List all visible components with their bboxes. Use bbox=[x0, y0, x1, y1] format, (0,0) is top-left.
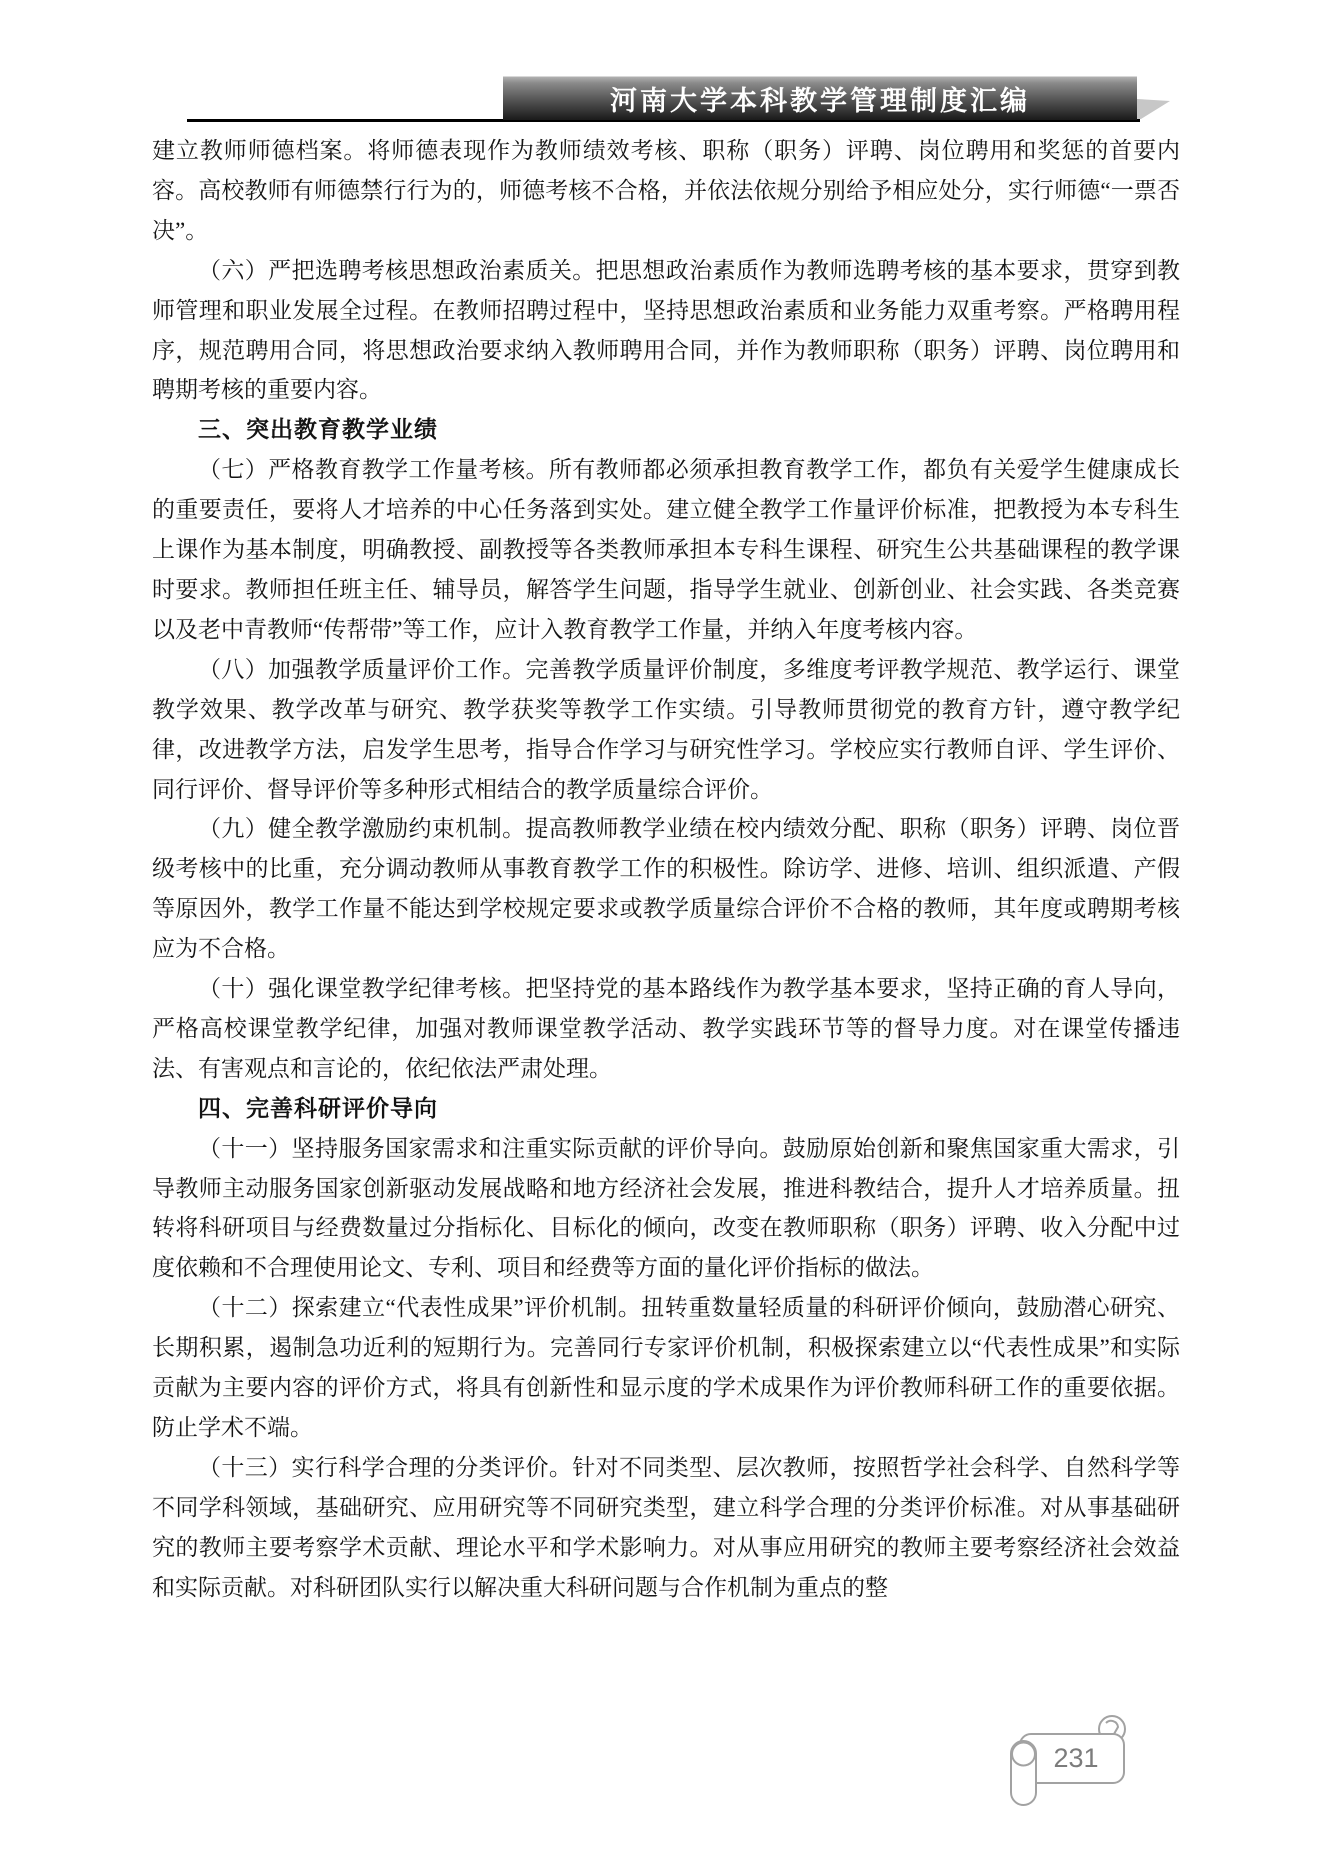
document-body bbox=[152, 131, 1180, 1608]
banner-fold-icon bbox=[1137, 99, 1170, 119]
header-title: 河南大学本科教学管理制度汇编 bbox=[610, 86, 1030, 116]
paragraph-item-11: （十一）坚持服务国家需求和注重实际贡献的评价导向。鼓励原始创新和聚焦国家重大需求，引导教师主动服务国家创新驱动发展战略和地方经济社会发展，推进科教结合，提升人才培养质量。扭转将科研项目与经费数量过分指标化、目标化的倾向，改变在教师职称（职务）评聘、收入分配中过度依赖和不合理使用论文、专利、项目和经费等方面的量化评价指标的做法。 bbox=[152, 1135, 1180, 1281]
paragraph-item-6: （六）严把选聘考核思想政治素质关。把思想政治素质作为教师选聘考核的基本要求，贯穿到教师管理和职业发展全过程。在教师招聘过程中，坚持思想政治素质和业务能力双重考察。严格聘用程序，规范聘用合同，将思想政治要求纳入教师聘用合同，并作为教师职称（职务）评聘、岗位聘用和聘期考核的重要内容。 bbox=[152, 257, 1180, 403]
paragraph-item-7: （七）严格教育教学工作量考核。所有教师都必须承担教育教学工作，都负有关爱学生健康成长的重要责任，要将人才培养的中心任务落到实处。建立健全教学工作量评价标准，把教授为本专科生上课作为基本制度，明确教授、副教授等各类教师承担本专科生课程、研究生公共基础课程的教学课时要求。教师担任班主任、辅导员，解答学生问题，指导学生就业、创新创业、社会实践、各类竞赛以及老中青教师“传帮带”等工作，应计入教育教学工作量，并纳入年度考核内容。 bbox=[152, 457, 1180, 642]
header-banner bbox=[503, 76, 1137, 120]
scroll-graphic bbox=[1010, 1713, 1132, 1807]
paragraph-continuation: 建立教师师德档案。将师德表现作为教师绩效考核、职称（职务）评聘、岗位聘用和奖惩的首要内容。高校教师有师德禁行行为的，师德考核不合格，并依法依规分别给予相应处分，实行师德“一票否决”。 bbox=[152, 138, 1180, 243]
paragraph-item-10: （十）强化课堂教学纪律考核。把坚持党的基本路线作为教学基本要求，坚持正确的育人导向，严格高校课堂教学纪律，加强对教师课堂教学活动、教学实践环节等的督导力度。对在课堂传播违法、有害观点和言论的，依纪依法严肃处理。 bbox=[152, 976, 1180, 1081]
page-number: 231 bbox=[1053, 1743, 1099, 1773]
paragraph-item-8: （八）加强教学质量评价工作。完善教学质量评价制度，多维度考评教学规范、教学运行、课堂教学效果、教学改革与研究、教学获奖等教学工作实绩。引导教师贯彻党的教育方针，遵守教学纪律，改进教学方法，启发学生思考，指导合作学习与研究性学习。学校应实行教师自评、学生评价、同行评价、督导评价等多种形式相结合的教学质量综合评价。 bbox=[152, 656, 1180, 802]
page-number-scroll-icon bbox=[1010, 1713, 1132, 1807]
section-heading-4: 四、完善科研评价导向 bbox=[198, 1094, 438, 1121]
paragraph-item-9: （九）健全教学激励约束机制。提高教师教学业绩在校内绩效分配、职称（职务）评聘、岗位晋级考核中的比重，充分调动教师从事教育教学工作的积极性。除访学、进修、培训、组织派遣、产假等原因外，教学工作量不能达到学校规定要求或教学质量综合评价不合格的教师，其年度或聘期考核应为不合格。 bbox=[152, 816, 1180, 962]
section-heading-3: 三、突出教育教学业绩 bbox=[198, 416, 438, 443]
paragraph-item-12: （十二）探索建立“代表性成果”评价机制。扭转重数量轻质量的科研评价倾向，鼓励潜心研究、长期积累，遏制急功近利的短期行为。完善同行专家评价机制，积极探索建立以“代表性成果”和实际贡献为主要内容的评价方式，将具有创新性和显示度的学术成果作为评价教师科研工作的重要依据。防止学术不端。 bbox=[152, 1295, 1180, 1440]
paragraph-item-13: （十三）实行科学合理的分类评价。针对不同类型、层次教师，按照哲学社会科学、自然科学等不同学科领域，基础研究、应用研究等不同研究类型，建立科学合理的分类评价标准。对从事基础研究的教师主要考察学术贡献、理论水平和学术影响力。对从事应用研究的教师主要考察经济社会效益和实际贡献。对科研团队实行以解决重大科研问题与合作机制为重点的整 bbox=[152, 1454, 1180, 1600]
